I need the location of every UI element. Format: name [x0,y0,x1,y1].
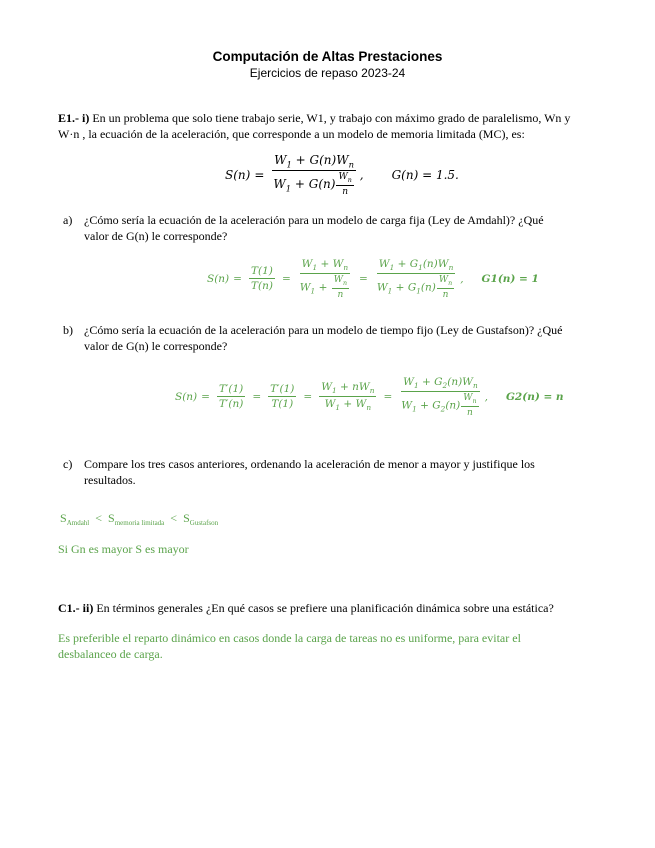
answer-c-justification: Si Gn es mayor S es mayor [58,542,189,556]
item-c-line1: Compare los tres casos anteriores, ordenando la aceleración de menor a mayor y justifique los [84,457,535,471]
equation-memory-limited: S(n) = $W_1 + G(n)W_n$ $W_1 + G(n)$ $\frac{W_n}{n}$ , G(n) = 1.5. [225,153,459,198]
c1-answer-line2: desbalanceo de carga. [58,647,163,661]
answer-a-result: G1(n) = 1 [481,272,539,285]
less-than-2: < [170,511,178,525]
item-a-line1: ¿Cómo sería la ecuación de la aceleración para un modelo de carga fija (Ley de Amdahl)? ¿Qué [84,213,544,227]
item-a-line2: valor de G(n) le corresponde? [84,229,228,243]
page-title: Computación de Altas Prestaciones [212,49,443,64]
e1-intro-line1: En un problema que solo tiene trabajo serie, W1, y trabajo con máximo grado de paralelismo, Wn y [92,111,571,125]
item-b-line2: valor de G(n) le corresponde? [84,339,228,353]
item-b-line1: ¿Cómo sería la ecuación de la aceleración para un modelo de tiempo fijo (Ley de Gustafson)? ¿Qué [84,323,563,337]
item-b-label: b) [63,323,73,337]
c1-answer [58,630,618,662]
e1-part: i) [82,111,90,125]
answer-a-equation: S(n) = $\frac{T(1)}{T(n)}$ = $W_1 + W_n$ $W_1$ + $\frac{W_n}{n}$ = $W_1 + G_1(n)W_n$ $W_1 + G_1(n)$ $\frac{W_n}{n}$ , G1(n) = 1 [207,258,539,300]
answer-b-equation: S(n) = $\frac{T'(1)}{T'(n)}$ = $\frac{T'(1)}{T(1)}$ = $\frac{W_1 + nW_n}{W_1 + W_n}$ = $W_1 + G_2(n)W_n$ $W_1 + G_2(n)$ $\frac{W_n}{n}$ , G2(n) = n [175,376,564,418]
item-a-question [84,212,624,244]
c1-part: ii) [82,601,94,615]
speedup-amdahl: S [60,511,67,525]
item-c-question [84,456,624,488]
speedup-amdahl-sub: Amdahl [66,519,90,527]
equation-g-value: G(n) = 1.5. [391,168,459,183]
speedup-memory-sub: memoria limitada [114,519,165,527]
item-c-line2: resultados. [84,473,136,487]
c1-question-text: En términos generales ¿En qué casos se prefiere una planificación dinámica sobre una estática? [96,601,554,615]
e1-intro-line2: W·n , la ecuación de la aceleración, que corresponde a un modelo de memoria limitada (MC), es: [58,127,525,141]
c1-answer-line1: Es preferible el reparto dinámico en casos donde la carga de tareas no es uniforme, para evitar el [58,631,521,645]
less-than-1: < [95,511,103,525]
speedup-gustafson: S [183,511,190,525]
speedup-memory: S [108,511,115,525]
e1-intro [58,110,618,142]
item-b-question [84,322,624,354]
page-subtitle: Ejercicios de repaso 2023-24 [249,66,406,80]
item-a-label: a) [63,213,73,227]
answer-c-ordering [60,510,218,531]
c1-question [58,600,618,616]
answer-b-result: G2(n) = n [505,390,564,403]
speedup-gustafson-sub: Gustafson [189,519,219,527]
item-c-label: c) [63,457,73,471]
e1-label: E1.- [58,111,79,125]
c1-label: C1.- [58,601,80,615]
